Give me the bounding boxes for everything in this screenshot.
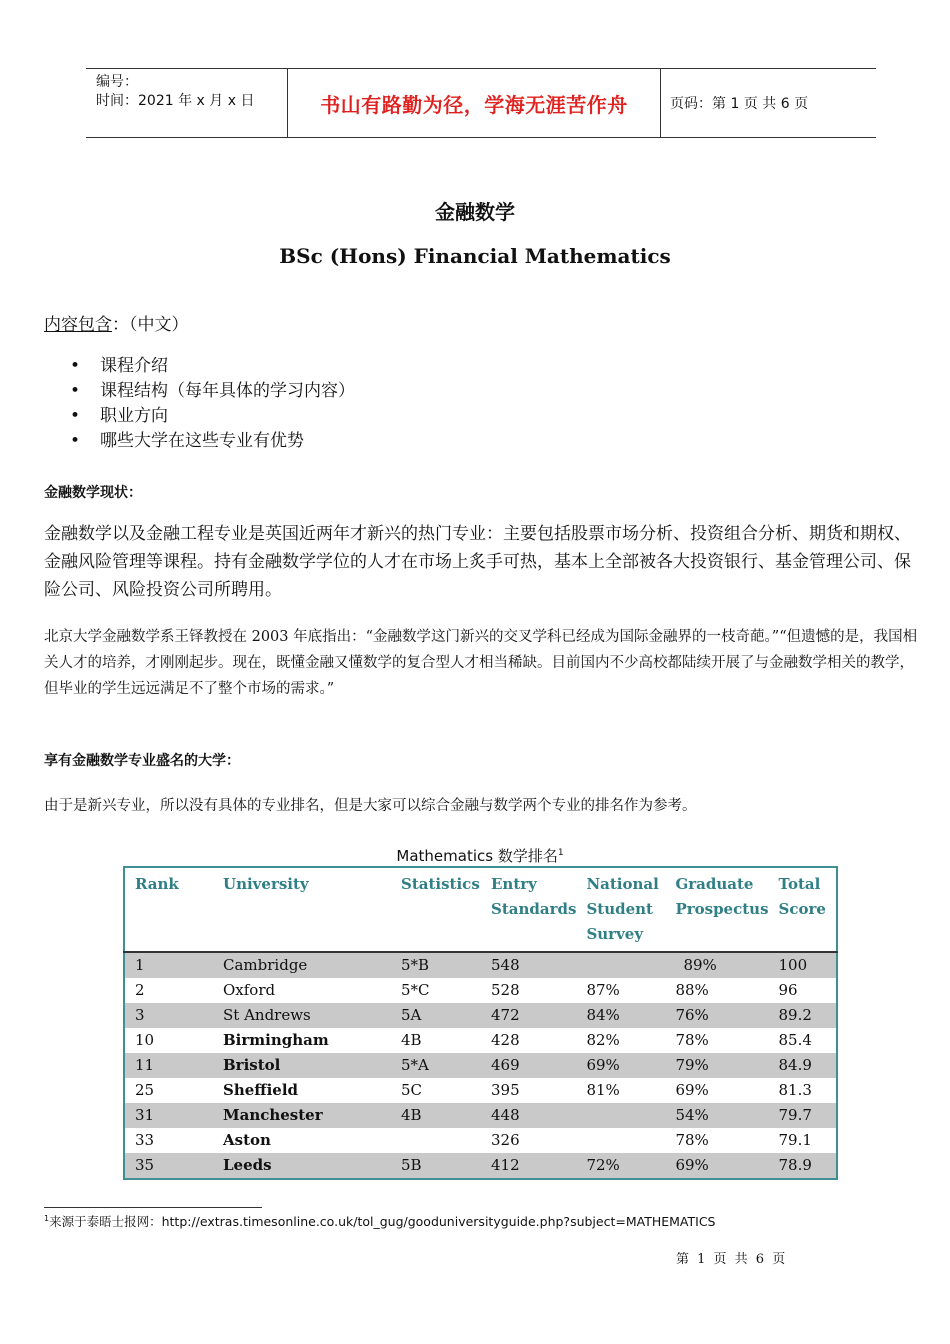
cell-rank: 1: [124, 952, 213, 978]
cell-graduate: 54%: [665, 1103, 768, 1128]
col-header-total: Total Score: [769, 867, 837, 952]
cell-nss: 81%: [576, 1078, 665, 1103]
contents-label: 内容包含: [44, 315, 112, 335]
cell-entry: 548: [481, 952, 576, 978]
table-row: [124, 978, 837, 1003]
cell-rank: 31: [124, 1103, 213, 1128]
contents-line: [44, 310, 189, 335]
cell-entry: 326: [481, 1128, 576, 1153]
cell-university: Sheffield: [213, 1078, 391, 1103]
list-item: [70, 379, 355, 404]
cell-rank: 11: [124, 1053, 213, 1078]
header-meta: [96, 73, 254, 111]
cell-university: Cambridge: [213, 952, 391, 978]
col-header-graduate: Graduate Prospectus: [665, 867, 768, 952]
bullet-icon: •: [70, 381, 81, 401]
cell-entry: 472: [481, 1003, 576, 1028]
cell-nss: [576, 1128, 665, 1153]
cell-graduate: 89%: [665, 952, 768, 978]
contents-colon: ：: [112, 315, 129, 335]
col-header-statistics: Statistics: [391, 867, 481, 952]
table-row: [124, 1028, 837, 1053]
cell-total: 79.7: [769, 1103, 837, 1128]
cell-statistics: 5*A: [391, 1053, 481, 1078]
contents-list: [70, 354, 355, 454]
cell-nss: 72%: [576, 1153, 665, 1179]
cell-total: 89.2: [769, 1003, 837, 1028]
cell-university: Aston: [213, 1128, 391, 1153]
header-motto: 书山有路勤为径，学海无涯苦作舟: [320, 92, 628, 117]
cell-graduate: 69%: [665, 1153, 768, 1179]
cell-entry: 528: [481, 978, 576, 1003]
table-row: [124, 1103, 837, 1128]
cell-statistics: 4B: [391, 1103, 481, 1128]
cell-graduate: 76%: [665, 1003, 768, 1028]
cell-entry: 448: [481, 1103, 576, 1128]
cell-rank: 10: [124, 1028, 213, 1053]
cell-graduate: 79%: [665, 1053, 768, 1078]
table-row: [124, 1078, 837, 1103]
cell-university: Birmingham: [213, 1028, 391, 1053]
cell-university: Leeds: [213, 1153, 391, 1179]
footnote-separator: [44, 1207, 262, 1208]
cell-graduate: 78%: [665, 1128, 768, 1153]
list-item-text: 课程结构（每年具体的学习内容）: [100, 381, 355, 401]
cell-graduate: 78%: [665, 1028, 768, 1053]
contents-note: （中文）: [129, 315, 189, 335]
header-page-info: 页码：第 1 页 共 6 页: [670, 96, 809, 112]
cell-entry: 469: [481, 1053, 576, 1078]
cell-graduate: 88%: [665, 978, 768, 1003]
cell-rank: 3: [124, 1003, 213, 1028]
table-caption: [0, 845, 950, 866]
page-header: [86, 68, 876, 138]
cell-statistics: 5B: [391, 1153, 481, 1179]
bullet-icon: •: [70, 431, 81, 451]
cell-nss: 82%: [576, 1028, 665, 1053]
cell-total: 96: [769, 978, 837, 1003]
status-paragraph: 金融数学以及金融工程专业是英国近两年才新兴的热门专业：主要包括股票市场分析、投资组合分析、期货和期权、金融风险管理等课程。持有金融数学学位的人才在市场上炙手可热，基本上全部被各大投资银行、基金管理公司、保险公司、风险投资公司所聘用。: [44, 524, 911, 600]
cell-nss: 84%: [576, 1003, 665, 1028]
cell-statistics: 5C: [391, 1078, 481, 1103]
table-row: [124, 1153, 837, 1179]
quote-paragraph: 北京大学金融数学系王铎教授在 2003 年底指出：“金融数学这门新兴的交叉学科已经成为国际金融界的一枝奇葩。”“但遗憾的是，我国相关人才的培养，才刚刚起步。现在，既懂金融又懂数学的复合型人才相当稀缺。目前国内不少高校都陆续开展了与金融数学相关的教学，但毕业的学生远远满足不了整个市场的需求。”: [44, 629, 918, 697]
cell-statistics: 5A: [391, 1003, 481, 1028]
col-header-university: University: [213, 867, 391, 952]
list-item-text: 课程介绍: [100, 356, 168, 376]
cell-rank: 25: [124, 1078, 213, 1103]
cell-nss: [576, 952, 665, 978]
universities-heading: 享有金融数学专业盛名的大学：: [44, 753, 240, 769]
table-row: [124, 952, 837, 978]
cell-rank: 2: [124, 978, 213, 1003]
cell-university: Manchester: [213, 1103, 391, 1128]
cell-university: Bristol: [213, 1053, 391, 1078]
cell-university: St Andrews: [213, 1003, 391, 1028]
cell-statistics: [391, 1128, 481, 1153]
footnote-text: 来源于泰晤士报网：http://extras.timesonline.co.uk/tol_gug/gooduniversityguide.php?subject=MATHEMATICS: [49, 1214, 716, 1229]
cell-nss: 87%: [576, 978, 665, 1003]
cell-nss: 69%: [576, 1053, 665, 1078]
cell-total: 100: [769, 952, 837, 978]
footnote-ref: 1: [44, 1213, 50, 1223]
header-divider: [660, 69, 661, 137]
list-item: [70, 354, 355, 379]
ranking-note: 由于是新兴专业，所以没有具体的专业排名，但是大家可以综合金融与数学两个专业的排名作为参考。: [44, 798, 697, 814]
document-title-en: BSc (Hons) Financial Mathematics: [279, 244, 671, 268]
table-row: [124, 1128, 837, 1153]
footnote-ref: 1: [557, 848, 564, 858]
table-row: [124, 1003, 837, 1028]
table-caption-text: Mathematics 数学排名: [396, 847, 558, 865]
list-item-text: 职业方向: [100, 406, 168, 426]
list-item-text: 哪些大学在这些专业有优势: [100, 431, 304, 451]
list-item: [70, 429, 355, 454]
cell-total: 84.9: [769, 1053, 837, 1078]
cell-entry: 412: [481, 1153, 576, 1179]
table-header-row: [124, 867, 837, 952]
cell-total: 78.9: [769, 1153, 837, 1179]
list-item: [70, 404, 355, 429]
ranking-table: [123, 866, 838, 1180]
cell-graduate: 69%: [665, 1078, 768, 1103]
cell-statistics: 5*C: [391, 978, 481, 1003]
cell-total: 85.4: [769, 1028, 837, 1053]
col-header-entry: Entry Standards: [481, 867, 576, 952]
footnote: [44, 1212, 716, 1230]
col-header-nss: National Student Survey: [576, 867, 665, 952]
cell-entry: 428: [481, 1028, 576, 1053]
cell-rank: 33: [124, 1128, 213, 1153]
bullet-icon: •: [70, 356, 81, 376]
cell-entry: 395: [481, 1078, 576, 1103]
cell-nss: [576, 1103, 665, 1128]
cell-total: 81.3: [769, 1078, 837, 1103]
document-title-cn: 金融数学: [435, 200, 515, 224]
bullet-icon: •: [70, 406, 81, 426]
header-date: 时间：2021 年 x 月 x 日: [96, 93, 255, 109]
col-header-rank: Rank: [124, 867, 213, 952]
page-footer: 第 1 页 共 6 页: [676, 1252, 786, 1267]
header-number-label: 编号：: [96, 74, 138, 90]
cell-statistics: 4B: [391, 1028, 481, 1053]
cell-total: 79.1: [769, 1128, 837, 1153]
status-heading: 金融数学现状：: [44, 485, 142, 501]
cell-statistics: 5*B: [391, 952, 481, 978]
cell-university: Oxford: [213, 978, 391, 1003]
cell-rank: 35: [124, 1153, 213, 1179]
table-row: [124, 1053, 837, 1078]
